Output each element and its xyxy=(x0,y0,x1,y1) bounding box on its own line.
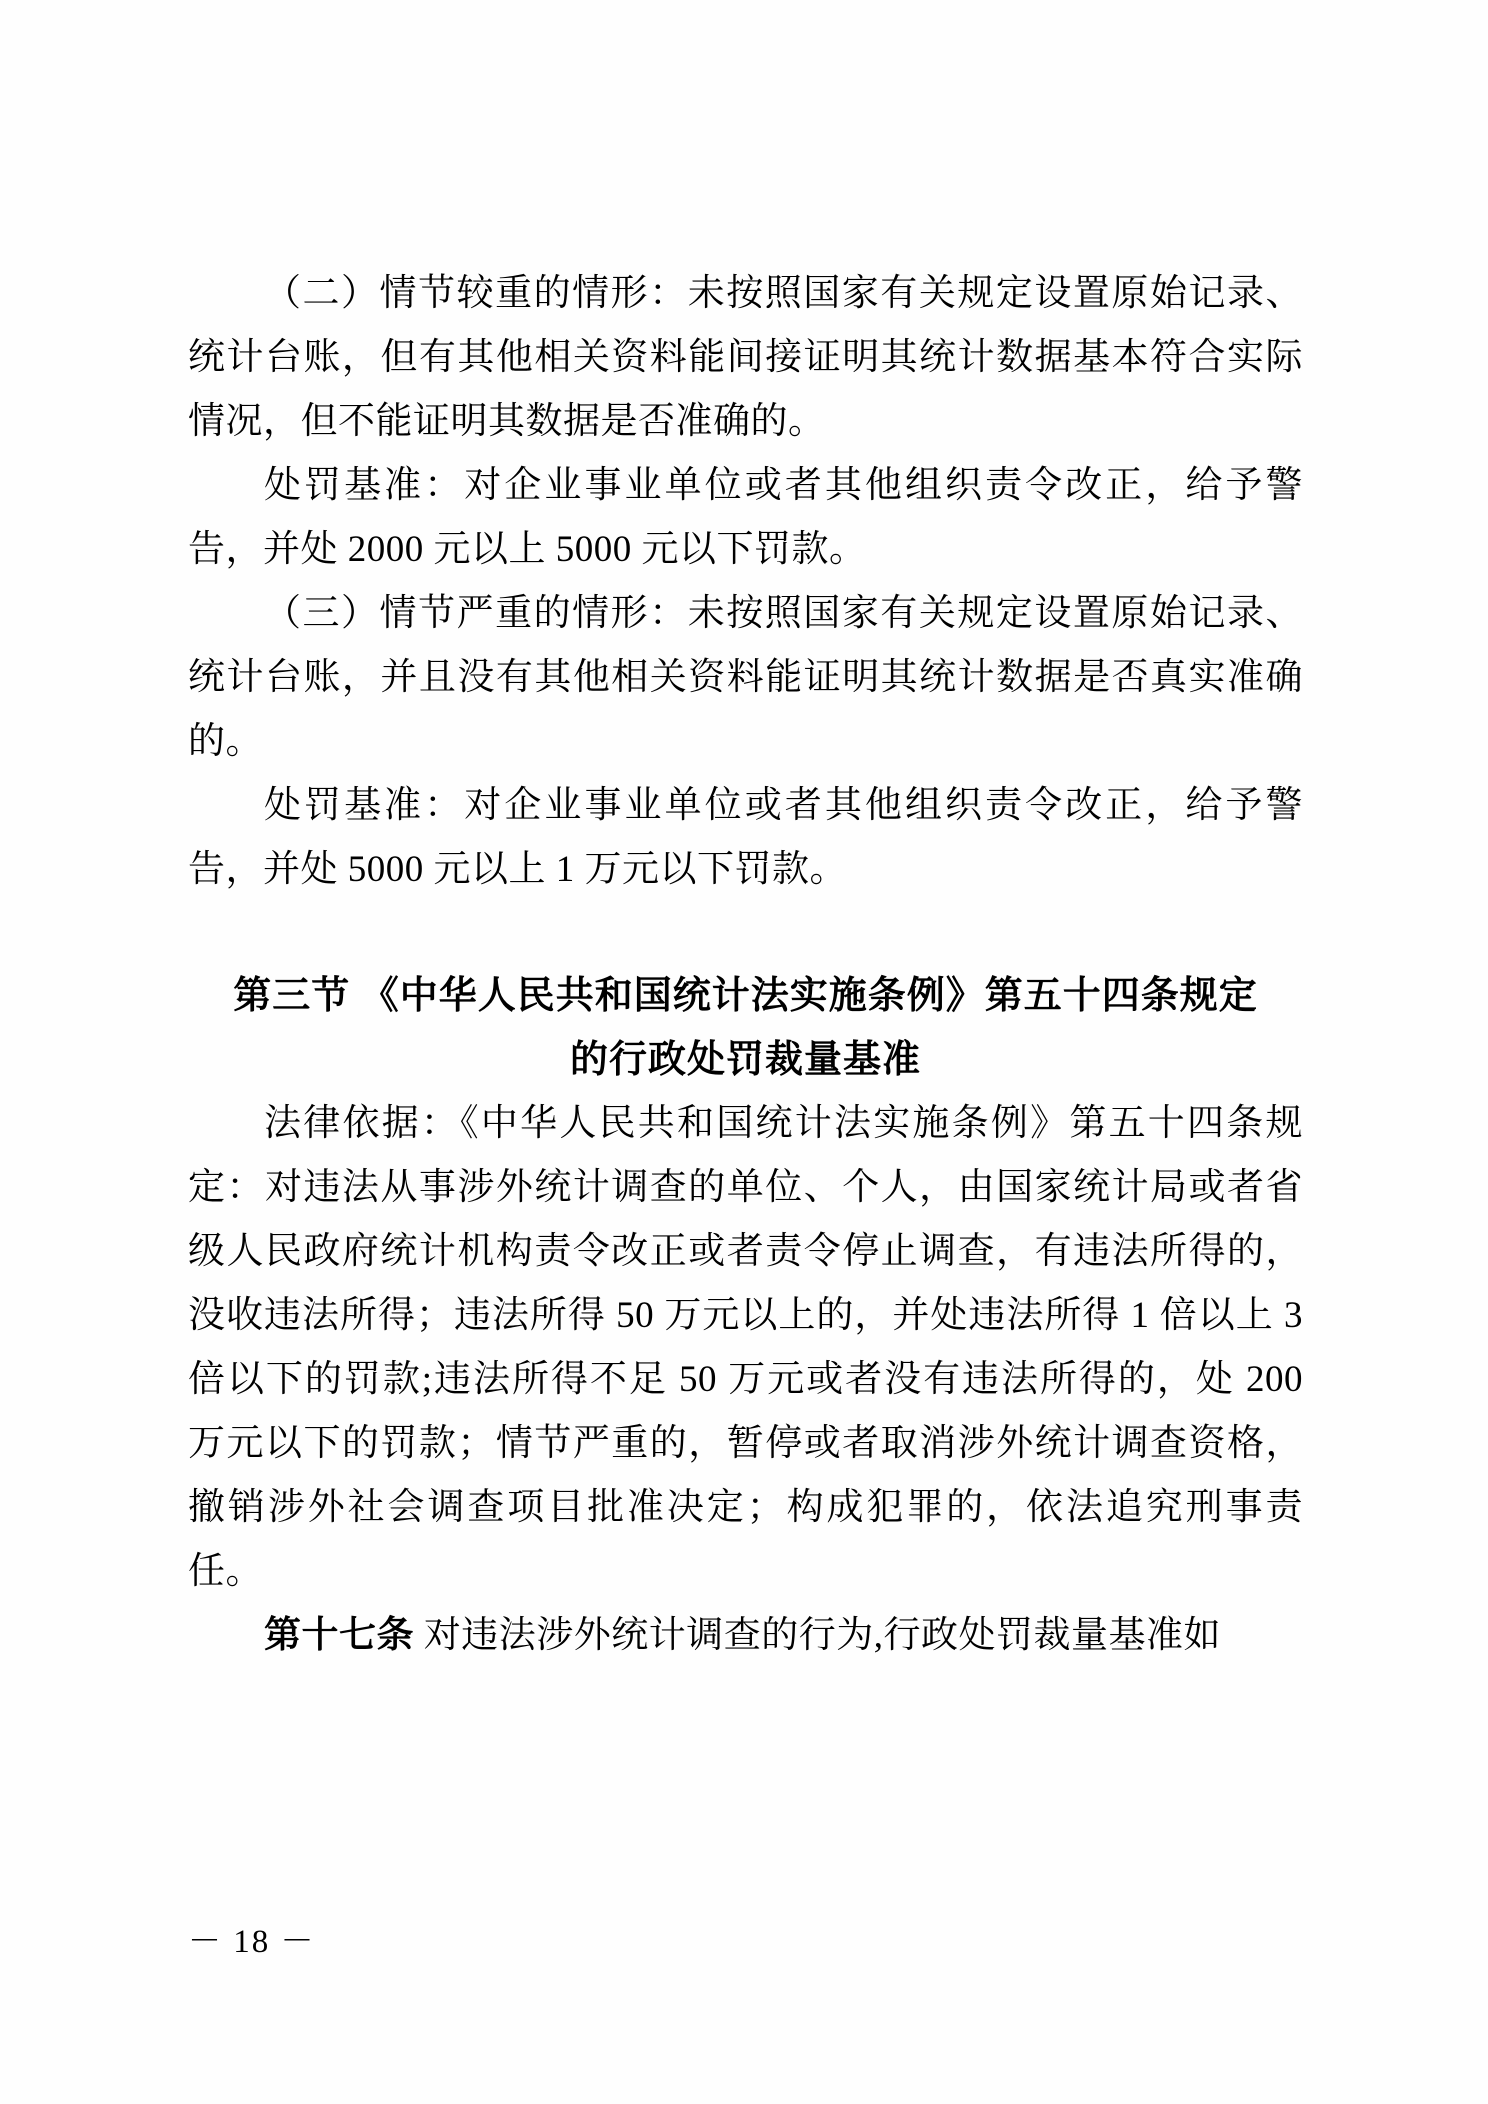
article-text: 对违法涉外统计调查的行为,行政处罚裁量基准如 xyxy=(414,1615,1221,1656)
section-spacer xyxy=(188,902,1303,964)
page-content xyxy=(188,262,1303,1668)
article-label: 第十七条 xyxy=(264,1615,414,1656)
section-heading-line-2: 的行政处罚裁量基准 xyxy=(569,1039,921,1081)
paragraph-penalty-standard-two: 处罚基准：对企业事业单位或者其他组织责令改正，给予警告，并处 2000 元以上 5000 元以下罚款。 xyxy=(188,465,1303,570)
paragraph-legal-basis: 法律依据：《中华人民共和国统计法实施条例》第五十四条规定：对违法从事涉外统计调查的单位、个人，由国家统计局或者省级人民政府统计机构责令改正或者责令停止调查，有违法所得的，没收违法所得；违法所得 50 万元以上的，并处违法所得 1 倍以上 3 倍以下的罚款;违法所得不足 50 万元或者没有违法所得的，处 200 万元以下的罚款；情节严重的，暂停或者取消涉外统计调查资格，撤销涉外社会调查项目批准决定；构成犯罪的，依法追究刑事责任。 xyxy=(188,1103,1303,1592)
paragraph-article-seventeen xyxy=(188,1604,1303,1668)
paragraph-penalty-standard-three: 处罚基准：对企业事业单位或者其他组织责令改正，给予警告，并处 5000 元以上 1 万元以下罚款。 xyxy=(188,785,1303,890)
page-number: － 18 － xyxy=(188,1924,316,1960)
paragraph-clause-three: （三）情节严重的情形：未按照国家有关规定设置原始记录、统计台账，并且没有其他相关资料能证明其统计数据是否真实准确的。 xyxy=(188,593,1303,762)
paragraph-clause-two: （二）情节较重的情形：未按照国家有关规定设置原始记录、统计台账，但有其他相关资料能间接证明其统计数据基本符合实际情况，但不能证明其数据是否准确的。 xyxy=(188,273,1303,442)
section-heading-line-1: 第三节 《中华人民共和国统计法实施条例》第五十四条规定 xyxy=(233,975,1258,1017)
